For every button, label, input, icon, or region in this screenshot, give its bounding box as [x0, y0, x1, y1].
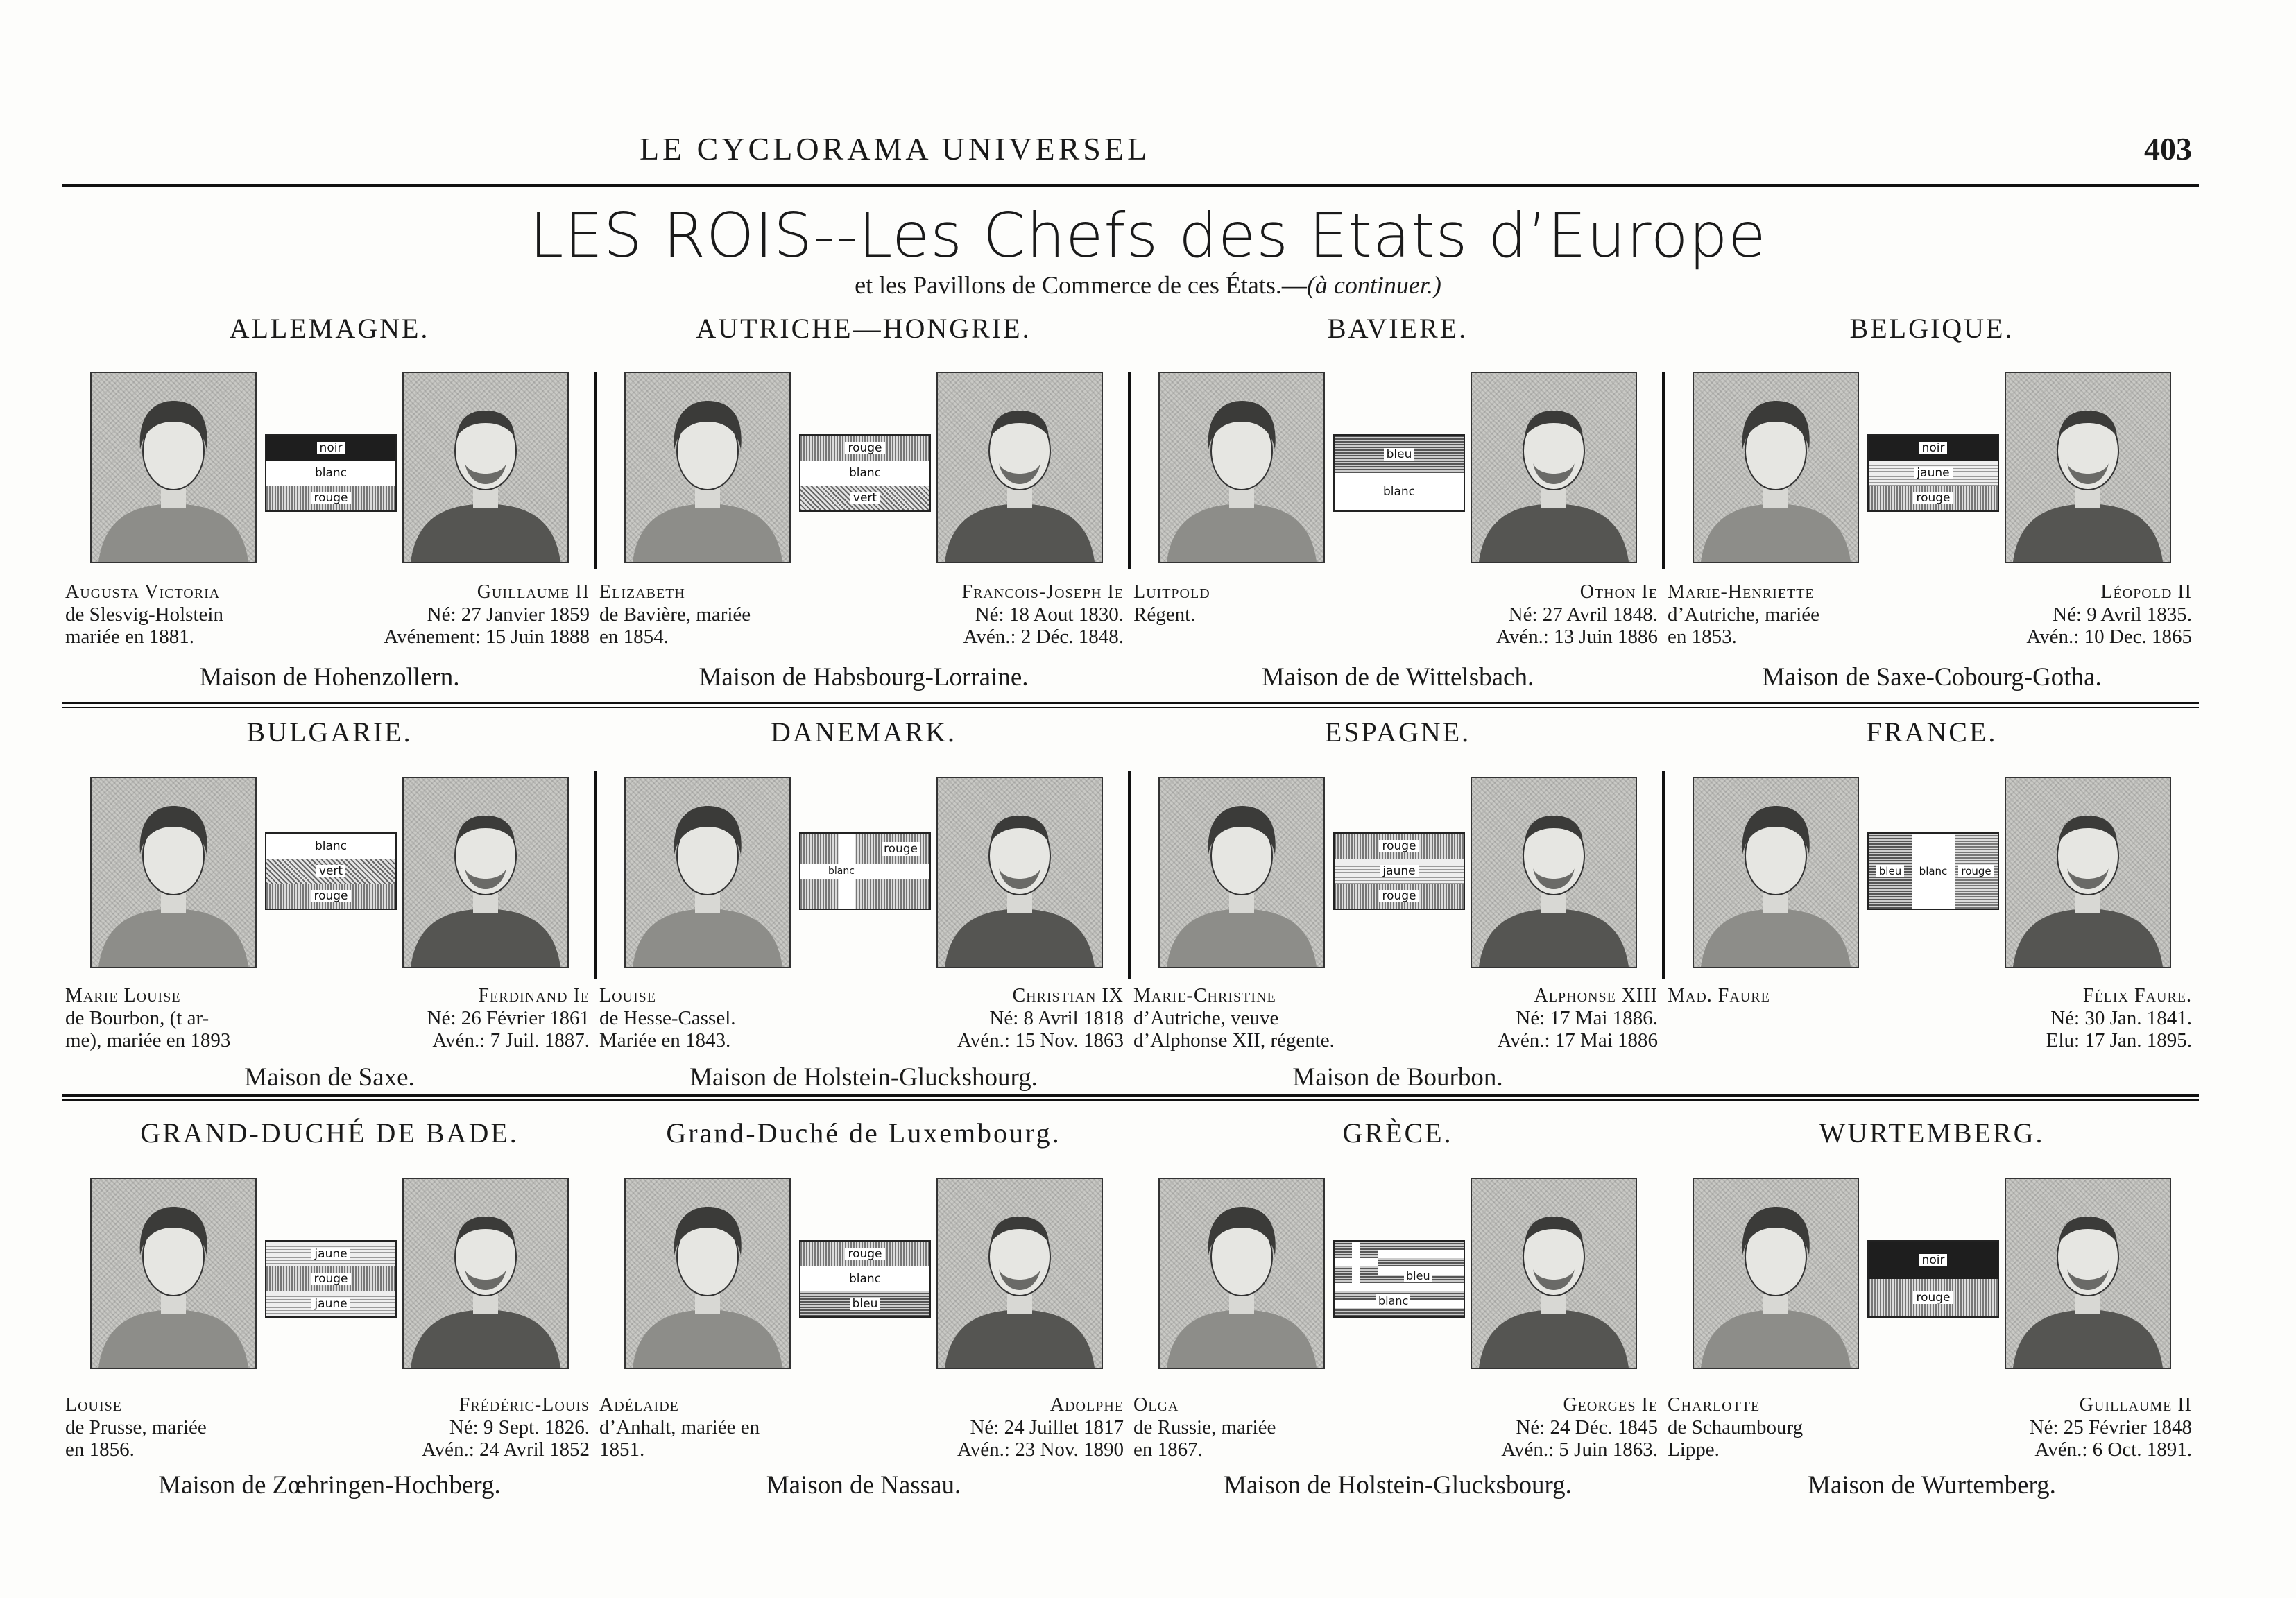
country-heading: GRAND-DUCHÉ DE BADE.	[140, 1117, 519, 1149]
house-name: Maison de Habsbourg-Lorraine.	[699, 663, 1029, 691]
flag-stripe-label: rouge	[311, 492, 350, 504]
house-name: Maison de Saxe-Cobourg-Gotha.	[1762, 663, 2102, 691]
country-cell-danemark	[597, 716, 1131, 1097]
flag-stripe-label: noir	[1919, 1254, 1948, 1266]
right-person-detail: Né: 9 Sept. 1826.	[449, 1416, 590, 1438]
flag-1-0	[265, 832, 397, 910]
caption-left-2-0	[65, 1394, 287, 1461]
flag-stripe-rouge	[1335, 884, 1464, 909]
left-person-name: Luitpold	[1133, 581, 1210, 603]
country-cell-wurtemberg	[1665, 1117, 2199, 1533]
right-person-name: Guillaume II	[477, 581, 590, 603]
right-person-detail: Né: 9 Avril 1835.	[2053, 603, 2192, 626]
right-person-detail: Avén.: 15 Nov. 1863	[957, 1029, 1124, 1051]
portrait-left-image	[1158, 372, 1325, 563]
portrait-left-image	[624, 1178, 791, 1369]
caption-left-1-3	[1668, 985, 1890, 1007]
row-2	[62, 716, 2199, 1097]
flag-canton	[1335, 1242, 1378, 1283]
right-person-name: Georges Ie	[1563, 1394, 1658, 1416]
right-person-detail: Né: 27 Janvier 1859	[427, 603, 590, 626]
subtitle-note: (à continuer.)	[1306, 271, 1441, 299]
flag-stripe-rouge	[266, 486, 395, 510]
right-person-detail: Né: 25 Février 1848	[2029, 1416, 2192, 1438]
right-person-detail: Né: 8 Avril 1818	[989, 1007, 1124, 1029]
left-person-detail: de Hesse-Cassel.	[599, 1007, 736, 1029]
country-cell-baviere	[1131, 312, 1665, 701]
page-number: 403	[2144, 131, 2192, 166]
flag-stripe-label: rouge	[311, 1273, 350, 1285]
flag-stripe	[1335, 1308, 1464, 1316]
flag-0-1	[799, 434, 931, 512]
caption-right-2-1	[902, 1394, 1124, 1461]
flag-stripe-blanc	[1912, 834, 1955, 909]
portrait-right-image	[936, 777, 1103, 968]
flag-1-1	[799, 832, 931, 910]
caption-left-0-1	[599, 581, 821, 648]
portrait-left-image	[1158, 777, 1325, 968]
house-name: Maison de Bourbon.	[1292, 1063, 1503, 1092]
flag-1-3	[1867, 832, 1999, 910]
portrait-right-image	[2005, 777, 2171, 968]
flag-stripe-label: rouge	[1379, 890, 1419, 902]
left-person-detail: de Bourbon, (t ar-	[65, 1007, 209, 1029]
flag-stripe-label: rouge	[882, 842, 920, 856]
house-name: Maison de Wurtemberg.	[1808, 1471, 2056, 1500]
left-person-detail: de Schaumbourg	[1668, 1416, 1804, 1438]
right-person-name: Alphonse XIII	[1534, 985, 1658, 1006]
flag-canton-cross-v	[1352, 1242, 1360, 1283]
country-cell-grand-duché-de-bade	[62, 1117, 597, 1533]
flag-stripe-blanc	[800, 461, 929, 486]
flag-stripe-blanc	[1335, 473, 1464, 510]
country-heading: GRÈCE.	[1342, 1117, 1453, 1149]
flag-stripe-rouge	[1869, 486, 1998, 510]
house-name: Maison de Holstein-Glucksbourg.	[1224, 1471, 1572, 1500]
right-person-name: Christian IX	[1012, 985, 1124, 1006]
flag-stripe-blanc	[800, 1266, 929, 1291]
caption-left-2-3	[1668, 1394, 1890, 1461]
row-rule-1	[62, 702, 2199, 704]
main-title: LES ROIS--Les Chefs des Etats d’Europe	[529, 200, 1767, 271]
flag-0-3	[1867, 434, 1999, 512]
left-person-detail: Lippe.	[1668, 1438, 1720, 1461]
country-heading: AUTRICHE—HONGRIE.	[696, 313, 1031, 344]
header-rule	[62, 184, 2199, 187]
flag-stripe-rouge	[800, 436, 929, 461]
right-person-detail: Avén.: 13 Juin 1886	[1496, 626, 1658, 648]
country-heading: BELGIQUE.	[1849, 313, 2014, 344]
right-person-name: Frédéric-Louis	[459, 1394, 590, 1416]
house-name: Maison de Holstein-Gluckshourg.	[689, 1063, 1038, 1092]
caption-right-0-1	[902, 581, 1124, 648]
flag-stripe-label: vert	[850, 492, 880, 504]
right-person-detail: Elu: 17 Jan. 1895.	[2046, 1029, 2192, 1051]
right-person-name: Othon Ie	[1579, 581, 1658, 603]
running-header-title: LE CYCLORAMA UNIVERSEL	[639, 131, 1151, 166]
right-person-detail: Avén.: 6 Oct. 1891.	[2034, 1438, 2192, 1461]
left-person-detail: mariée en 1881.	[65, 626, 195, 648]
flag-stripe-bleu	[1335, 436, 1464, 473]
house-name: Maison de Saxe.	[244, 1063, 415, 1092]
left-person-detail: d’Anhalt, mariée en	[599, 1416, 760, 1438]
right-person-name: Félix Faure.	[2082, 985, 2192, 1006]
flag-stripe-label: bleu	[850, 1298, 881, 1310]
right-person-detail: Né: 18 Aout 1830.	[975, 603, 1124, 626]
portrait-left-image	[1693, 1178, 1859, 1369]
left-person-name: Augusta Victoria	[65, 581, 221, 603]
flag-stripe-rouge	[1955, 834, 1998, 909]
left-person-detail: de Prusse, mariée	[65, 1416, 207, 1438]
country-heading: BAVIERE.	[1327, 313, 1468, 344]
portrait-right-image	[936, 372, 1103, 563]
flag-stripe-vert	[266, 859, 395, 884]
house-name: Maison de de Wittelsbach.	[1261, 663, 1534, 691]
subtitle-text: et les Pavillons de Commerce de ces États.—	[855, 271, 1307, 299]
country-cell-espagne	[1131, 716, 1665, 1097]
right-person-detail: Né: 17 Mai 1886.	[1516, 1007, 1658, 1029]
caption-left-1-0	[65, 985, 287, 1051]
portrait-right-image	[402, 777, 569, 968]
flag-stripe-label: rouge	[1913, 492, 1953, 504]
flag-2-2	[1333, 1240, 1465, 1318]
flag-2-1	[799, 1240, 931, 1318]
portrait-right-image	[402, 1178, 569, 1369]
caption-left-0-2	[1133, 581, 1355, 626]
country-cell-bulgarie	[62, 716, 597, 1097]
house-name: Maison de Hohenzollern.	[199, 663, 460, 691]
caption-left-0-0	[65, 581, 287, 648]
row-3	[62, 1117, 2199, 1533]
flag-stripe-label: bleu	[1876, 865, 1904, 877]
row-rule-2b	[62, 1099, 2199, 1101]
right-person-detail: Né: 30 Jan. 1841.	[2050, 1007, 2192, 1029]
flag-stripe-label: blanc	[846, 1273, 884, 1285]
left-person-name: Marie-Christine	[1133, 985, 1276, 1006]
right-person-name: Ferdinand Ie	[478, 985, 590, 1006]
caption-right-1-0	[368, 985, 590, 1051]
flag-stripe-vert	[800, 486, 929, 510]
flag-stripe-label: jaune	[1914, 467, 1952, 479]
country-cell-allemagne	[62, 312, 597, 701]
left-person-detail: Régent.	[1133, 603, 1196, 626]
left-person-detail: de Russie, mariée	[1133, 1416, 1276, 1438]
flag-stripe-rouge	[800, 1242, 929, 1266]
flag-2-3	[1867, 1240, 1999, 1318]
flag-stripe-label: blanc	[1380, 486, 1418, 498]
flag-stripe-noir	[266, 436, 395, 461]
flag-stripe-noir	[1869, 1242, 1998, 1279]
caption-right-0-3	[1970, 581, 2192, 648]
portrait-right-image	[1471, 1178, 1637, 1369]
right-person-detail: Né: 26 Février 1861	[427, 1007, 590, 1029]
caption-left-0-3	[1668, 581, 1890, 648]
flag-stripe-label: jaune	[311, 1298, 350, 1310]
left-person-name: Olga	[1133, 1394, 1179, 1416]
portrait-right-image	[1471, 777, 1637, 968]
flag-stripe-blanc	[266, 461, 395, 486]
flag-cross-horizontal	[800, 864, 929, 879]
portrait-left-image	[624, 777, 791, 968]
left-person-detail: me), mariée en 1893	[65, 1029, 231, 1051]
portrait-left-image	[1693, 372, 1859, 563]
right-person-detail: Avén.: 10 Dec. 1865	[2026, 626, 2192, 648]
caption-right-0-2	[1436, 581, 1658, 648]
country-cell-grand-duché-de-luxembourg	[597, 1117, 1131, 1533]
left-person-detail: 1851.	[599, 1438, 645, 1461]
flag-0-0	[265, 434, 397, 512]
portrait-left-image	[624, 372, 791, 563]
caption-right-0-0	[368, 581, 590, 648]
flag-stripe-rouge	[266, 1266, 395, 1291]
flag-stripe-label: vert	[316, 865, 345, 877]
flag-stripe-label: rouge	[845, 442, 884, 454]
left-person-detail: en 1867.	[1133, 1438, 1203, 1461]
portrait-right-image	[1471, 372, 1637, 563]
main-subtitle	[0, 270, 2296, 300]
flag-stripe-noir	[1869, 436, 1998, 461]
caption-right-1-3	[1970, 985, 2192, 1051]
flag-stripe-label: rouge	[311, 890, 350, 902]
flag-stripe-label: rouge	[1958, 865, 1994, 877]
portrait-left-image	[90, 777, 257, 968]
right-person-name: Léopold II	[2100, 581, 2192, 603]
flag-stripe-rouge	[1869, 1279, 1998, 1316]
portrait-left-image	[1158, 1178, 1325, 1369]
flag-stripe-label: noir	[1919, 442, 1948, 454]
flag-stripe-label: rouge	[1913, 1291, 1953, 1304]
right-person-detail: Né: 24 Déc. 1845	[1516, 1416, 1658, 1438]
left-person-name: Mad. Faure	[1668, 985, 1770, 1006]
left-person-name: Marie-Henriette	[1668, 581, 1815, 603]
caption-left-2-2	[1133, 1394, 1355, 1461]
flag-stripe-jaune	[266, 1291, 395, 1316]
country-cell-grèce	[1131, 1117, 1665, 1533]
left-person-name: Charlotte	[1668, 1394, 1760, 1416]
right-person-detail: Avén.: 24 Avril 1852	[421, 1438, 590, 1461]
right-person-detail: Avénement: 15 Juin 1888	[384, 626, 590, 648]
flag-stripe-bleu	[800, 1291, 929, 1316]
flag-stripe-bleu	[1869, 834, 1912, 909]
caption-right-2-3	[1970, 1394, 2192, 1461]
portrait-left-image	[90, 1178, 257, 1369]
left-person-name: Elizabeth	[599, 581, 685, 603]
flag-stripe-label: blanc	[1376, 1294, 1410, 1307]
left-person-detail: de Bavière, mariée	[599, 603, 751, 626]
right-person-detail: Avén.: 5 Juin 1863.	[1501, 1438, 1658, 1461]
flag-stripe-jaune	[1869, 461, 1998, 486]
left-person-detail: d’Alphonse XII, régente.	[1133, 1029, 1335, 1051]
house-name: Maison de Zœhringen-Hochberg.	[158, 1471, 501, 1500]
flag-1-2	[1333, 832, 1465, 910]
country-heading: ALLEMAGNE.	[229, 313, 430, 344]
right-person-detail: Avén.: 2 Déc. 1848.	[963, 626, 1124, 648]
flag-stripe-label: rouge	[845, 1248, 884, 1260]
left-person-name: Adélaide	[599, 1394, 679, 1416]
flag-stripe-label: blanc	[312, 467, 350, 479]
flag-stripe-label: jaune	[311, 1248, 350, 1260]
caption-left-1-2	[1133, 985, 1355, 1051]
country-heading: BULGARIE.	[246, 716, 413, 748]
country-heading: Grand-Duché de Luxembourg.	[666, 1117, 1061, 1149]
caption-right-2-0	[368, 1394, 590, 1461]
right-person-detail: Avén.: 17 Mai 1886	[1497, 1029, 1658, 1051]
left-person-detail: en 1854.	[599, 626, 669, 648]
country-heading: FRANCE.	[1866, 716, 1998, 748]
left-person-detail: d’Autriche, veuve	[1133, 1007, 1279, 1029]
portrait-right-image	[936, 1178, 1103, 1369]
left-person-detail: en 1853.	[1668, 626, 1737, 648]
right-person-detail: Avén.: 7 Juil. 1887.	[432, 1029, 590, 1051]
flag-stripe-label: blanc	[1917, 865, 1951, 877]
flag-stripe-label: bleu	[1404, 1269, 1432, 1282]
caption-right-2-2	[1436, 1394, 1658, 1461]
left-person-detail: en 1856.	[65, 1438, 135, 1461]
portrait-left-image	[1693, 777, 1859, 968]
flag-stripe	[1335, 1283, 1464, 1291]
caption-left-1-1	[599, 985, 821, 1051]
row-1	[62, 312, 2199, 701]
country-cell-autriche-hongrie	[597, 312, 1131, 701]
left-person-name: Marie Louise	[65, 985, 181, 1006]
right-person-name: Guillaume II	[2079, 1394, 2192, 1416]
portrait-right-image	[402, 372, 569, 563]
left-person-detail: d’Autriche, mariée	[1668, 603, 1820, 626]
right-person-detail: Né: 27 Avril 1848.	[1508, 603, 1658, 626]
country-heading: WURTEMBERG.	[1819, 1117, 2045, 1149]
flag-stripe-jaune	[266, 1242, 395, 1266]
flag-0-2	[1333, 434, 1465, 512]
flag-stripe-label: noir	[317, 442, 345, 454]
flag-stripe-label: jaune	[1380, 865, 1418, 877]
flag-stripe-blanc	[266, 834, 395, 859]
left-person-detail: Mariée en 1843.	[599, 1029, 731, 1051]
flag-2-0	[265, 1240, 397, 1318]
flag-stripe-rouge	[266, 884, 395, 909]
right-person-name: Adolphe	[1050, 1394, 1124, 1416]
flag-stripe-rouge	[1335, 834, 1464, 859]
flag-stripe-label: rouge	[1379, 840, 1419, 852]
caption-left-2-1	[599, 1394, 821, 1461]
caption-right-1-2	[1436, 985, 1658, 1051]
right-person-detail: Né: 24 Juillet 1817	[970, 1416, 1124, 1438]
flag-stripe-label: blanc	[846, 467, 884, 479]
row-rule-1b	[62, 707, 2199, 708]
flag-stripe-jaune	[1335, 859, 1464, 884]
right-person-detail: Avén.: 23 Nov. 1890	[957, 1438, 1124, 1461]
left-person-detail: de Slesvig-Holstein	[65, 603, 223, 626]
caption-right-1-1	[902, 985, 1124, 1051]
country-heading: DANEMARK.	[770, 716, 957, 748]
left-person-name: Louise	[65, 1394, 122, 1416]
country-cell-belgique	[1665, 312, 2199, 701]
portrait-right-image	[2005, 1178, 2171, 1369]
portrait-left-image	[90, 372, 257, 563]
portrait-right-image	[2005, 372, 2171, 563]
row-rule-2	[62, 1094, 2199, 1097]
right-person-name: Francois-Joseph Ie	[961, 581, 1124, 603]
flag-stripe-label: blanc	[312, 840, 350, 852]
flag-stripe-label: bleu	[1384, 448, 1415, 461]
house-name: Maison de Nassau.	[766, 1471, 961, 1500]
country-cell-france	[1665, 716, 2199, 1097]
left-person-name: Louise	[599, 985, 656, 1006]
country-heading: ESPAGNE.	[1324, 716, 1471, 748]
flag-stripe-label: blanc	[828, 866, 855, 877]
